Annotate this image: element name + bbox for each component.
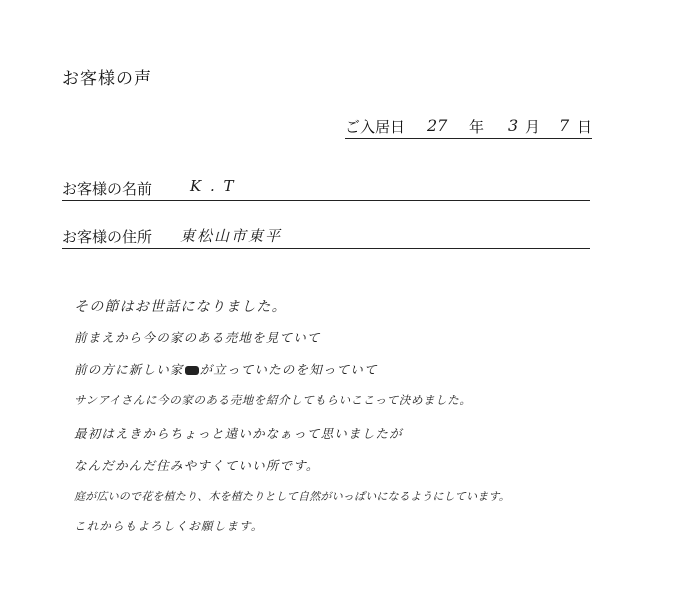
letter-line-1: その節はお世話になりました。 — [74, 299, 287, 315]
letter-line-3-part-a: 前の方に新しい家 — [74, 362, 184, 377]
letter-line-3-part-b: が立っていたのを知っていて — [199, 362, 378, 377]
move-in-day-unit: 日 — [577, 118, 593, 136]
letter-line-3 — [74, 360, 378, 378]
move-in-month: 3 — [508, 116, 519, 135]
move-in-month-unit: 月 — [525, 118, 541, 136]
customer-address-value: 東松山市東平 — [180, 227, 283, 245]
move-in-year: 27 — [427, 116, 448, 135]
letter-line-2: 前まえから今の家のある売地を見ていて — [74, 330, 321, 345]
letter-line-8: これからもよろしくお願します。 — [74, 519, 264, 533]
move-in-label: ご入居日 — [345, 118, 406, 136]
customer-name-value: K . T — [190, 177, 236, 195]
customer-name-label: お客様の名前 — [62, 180, 153, 198]
customer-name-row — [62, 176, 590, 201]
customer-address-label: お客様の住所 — [62, 228, 153, 246]
letter-line-4: サンアイさんに今の家のある売地を紹介してもらいここって決めました。 — [74, 393, 472, 407]
crossed-out-mark — [185, 366, 199, 375]
move-in-day: 7 — [559, 116, 570, 135]
move-in-year-unit: 年 — [469, 118, 485, 136]
letter-line-6: なんだかんだ住みやすくていい所です。 — [74, 458, 320, 473]
page-title: お客様の声 — [62, 69, 152, 89]
customer-address-row — [62, 224, 590, 249]
move-in-date-row — [345, 114, 592, 139]
letter-line-5: 最初はえきからちょっと遠いかなぁって思いましたが — [74, 426, 403, 441]
letter-line-7: 庭が広いので花を植たり、木を植たりとして自然がいっぱいになるようにしています。 — [74, 490, 510, 503]
